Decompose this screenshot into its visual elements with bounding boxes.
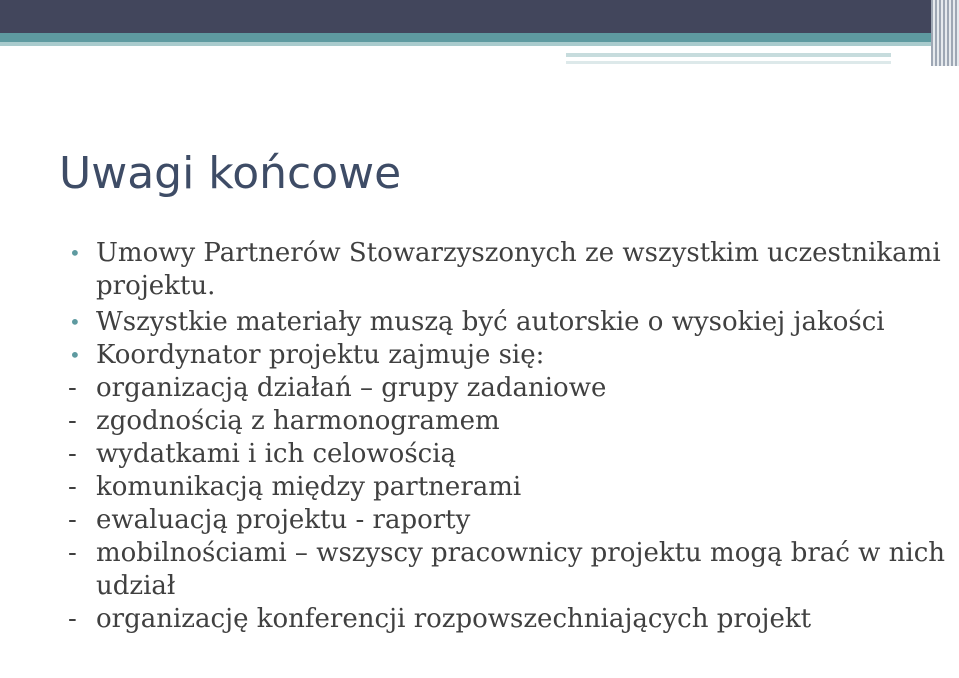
list-item xyxy=(68,438,948,471)
bullet-icon: • xyxy=(69,241,81,265)
list-item xyxy=(68,537,948,603)
header-band-dark xyxy=(0,0,959,33)
list-item-text: wydatkami i ich celowością xyxy=(96,439,457,469)
dash-marker: - xyxy=(68,538,77,568)
list-item-text: ewaluacją projektu - raporty xyxy=(96,505,471,535)
header-stripes xyxy=(931,0,959,66)
list-item-text: organizacją działań – grupy zadaniowe xyxy=(96,373,607,403)
bullet-list xyxy=(68,237,948,636)
list-item-text: Umowy Partnerów Stowarzyszonych ze wszystkim uczestnikami projektu. xyxy=(96,238,941,301)
header-band-teal xyxy=(0,33,959,42)
header-band-teal-light xyxy=(0,42,959,46)
dash-marker: - xyxy=(68,406,77,436)
list-item-text: Wszystkie materiały muszą być autorskie o wysokiej jakości xyxy=(96,307,885,337)
list-item xyxy=(68,504,948,537)
bullet-icon: • xyxy=(69,343,81,367)
list-item-text: mobilnościami – wszyscy pracownicy projektu mogą brać w nich udział xyxy=(96,538,946,601)
list-item xyxy=(68,339,948,372)
list-item-text: zgodnością z harmonogramem xyxy=(96,406,500,436)
header-accent-line-thin xyxy=(566,61,891,64)
dash-marker: - xyxy=(68,505,77,535)
header-accent-line xyxy=(566,53,891,57)
list-item xyxy=(68,237,948,303)
list-item xyxy=(68,306,948,339)
list-item xyxy=(68,372,948,405)
list-item-text: Koordynator projektu zajmuje się: xyxy=(96,340,545,370)
list-item-text: organizację konferencji rozpowszechniających projekt xyxy=(96,604,812,634)
dash-marker: - xyxy=(68,439,77,469)
list-item-text: komunikacją między partnerami xyxy=(96,472,522,502)
list-item xyxy=(68,471,948,504)
list-item xyxy=(68,405,948,438)
bullet-icon: • xyxy=(69,310,81,334)
list-item xyxy=(68,603,948,636)
dash-marker: - xyxy=(68,373,77,403)
dash-marker: - xyxy=(68,604,77,634)
slide-title: Uwagi końcowe xyxy=(59,148,402,199)
dash-marker: - xyxy=(68,472,77,502)
